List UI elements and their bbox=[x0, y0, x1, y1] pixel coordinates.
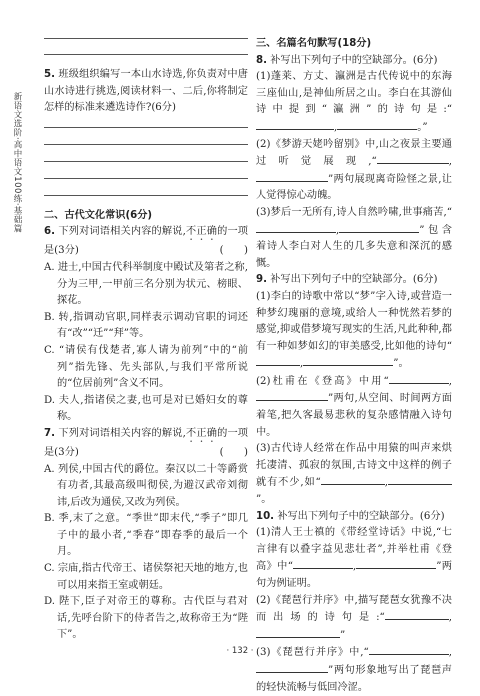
page-number: · 132 · bbox=[226, 646, 254, 656]
answer-line bbox=[44, 161, 248, 162]
sub-text: , bbox=[336, 224, 340, 236]
sub-text: , bbox=[448, 647, 452, 659]
sub-text: , bbox=[300, 358, 304, 370]
fill-blank[interactable] bbox=[337, 119, 417, 130]
sub-text: (3)梦后一无所有,诗人自然吟啸,世事痛苦,“ bbox=[256, 206, 452, 218]
question-text: 补写出下列句子中的空缺部分。(6分) bbox=[277, 510, 445, 522]
answer-line bbox=[44, 54, 248, 55]
question-number: 10. bbox=[256, 510, 275, 522]
fill-blank[interactable] bbox=[256, 662, 328, 673]
sub-text: ”两句,从空间、时间两方面着笔,把久客最易悲秋的复杂感情融入诗句中。 bbox=[256, 393, 452, 438]
fill-blank[interactable] bbox=[339, 222, 419, 233]
sub-text: , bbox=[334, 121, 338, 133]
sub-text: (2)《梦游天姥吟留别》中,山之夜景主要通过听觉展现,“ bbox=[256, 138, 452, 168]
fill-blank[interactable] bbox=[389, 373, 449, 384]
sub-text: (2)《琵琶行并序》中,描写琵琶女犹豫不决而出场的诗句是:“ bbox=[256, 594, 452, 624]
sub-question bbox=[256, 441, 452, 508]
question-number: 6. bbox=[44, 226, 55, 238]
sub-question bbox=[256, 373, 452, 441]
fill-blank[interactable] bbox=[256, 355, 300, 366]
right-column bbox=[256, 36, 452, 696]
sub-text: ”两句为例证明。 bbox=[256, 561, 452, 589]
question-5 bbox=[44, 67, 248, 117]
sub-text: ”。 bbox=[393, 358, 409, 370]
sub-question bbox=[256, 525, 452, 592]
sub-text: ” bbox=[340, 629, 346, 641]
sub-text: (1)蓬莱、方丈、瀛洲是古代传说中的东海三座仙山,是神仙所居之山。李白在其游仙诗中提到“瀛洲”的诗句是:“ bbox=[256, 71, 452, 116]
answer-bracket: ( ) bbox=[219, 245, 248, 257]
option: D. 夫人,指诸侯之妻,也可是对已婚妇女的尊称。 bbox=[44, 394, 248, 423]
question-text: 下列对词语相关内容的解说, bbox=[58, 427, 186, 439]
question-text: 补写出下列句子中的空缺部分。(6分) bbox=[270, 54, 438, 66]
sub-question bbox=[256, 205, 452, 272]
option: B. 转,指调动官职,同样表示调动官职的词还有“改”“迁”“拜”等。 bbox=[44, 311, 248, 340]
fill-blank[interactable] bbox=[385, 609, 449, 620]
sub-text: (1)清人王士禛的《带经堂诗话》中说,“七言律有以叠字益见悲壮者”,并举杜甫《登高》中“ bbox=[256, 527, 452, 573]
section-title: 三、名篇名句默写(18分) bbox=[256, 38, 372, 49]
option: C. “请侯有伐楚者,寡人请为前列”中的“前列”指先锋、先头部队,与我们平常所说的“位居前列”含义不同。 bbox=[44, 344, 248, 390]
sub-text: , bbox=[448, 375, 452, 387]
fill-blank[interactable] bbox=[256, 627, 340, 638]
answer-line bbox=[44, 144, 248, 145]
question-number: 8. bbox=[256, 54, 267, 66]
question-number: 5. bbox=[44, 69, 55, 80]
sidebar-series-label: 新语文选阶·高中语文100练·基础篇 bbox=[12, 92, 22, 234]
fill-blank[interactable] bbox=[303, 355, 393, 366]
section-title: 二、古代文化常识(6分) bbox=[44, 209, 153, 221]
sub-question bbox=[256, 289, 452, 373]
option: A. 进士,中国古代科举制度中殿试及第者之称,分为三甲,一甲前三名分别为状元、榜眼、探花。 bbox=[44, 261, 248, 307]
sub-text: ”。 bbox=[256, 494, 272, 506]
answer-lines-top bbox=[44, 38, 248, 55]
question-text: 的一项是(3分) bbox=[44, 226, 248, 257]
answer-line bbox=[44, 178, 248, 179]
sub-text: , bbox=[384, 477, 388, 489]
fill-blank[interactable] bbox=[256, 119, 334, 130]
question-8 bbox=[256, 53, 452, 70]
option: D. 陛下,臣子对帝王的尊称。古代臣与君对话,先呼台阶下的侍者告之,故称帝王为“陛下”。 bbox=[44, 596, 248, 641]
answer-lines-q5 bbox=[44, 127, 248, 196]
fill-blank[interactable] bbox=[356, 558, 436, 569]
question-number: 9. bbox=[256, 274, 267, 286]
sub-question bbox=[256, 593, 452, 645]
fill-blank[interactable] bbox=[256, 390, 328, 401]
left-column bbox=[44, 36, 248, 644]
sub-text: ”两句展现离奇险怪之景,让人觉得惊心动魄。 bbox=[256, 173, 452, 202]
sub-text: (2)杜甫在《登高》中用“ bbox=[256, 375, 389, 387]
fill-blank[interactable] bbox=[388, 474, 452, 485]
option: A. 列侯,中国古代的爵位。秦汉以二十等爵赏有功者,其最高级叫彻侯,为避汉武帝刘彻讳,后改为通侯,又改为列侯。 bbox=[44, 463, 248, 508]
answer-line bbox=[44, 38, 248, 39]
fill-blank[interactable] bbox=[293, 558, 353, 569]
question-7 bbox=[44, 426, 248, 462]
question-10 bbox=[256, 509, 452, 526]
sub-question bbox=[256, 137, 452, 205]
question-9 bbox=[256, 272, 452, 289]
question-number: 7. bbox=[44, 427, 55, 439]
fill-blank[interactable] bbox=[321, 474, 385, 485]
sub-text: ”两句形象地写出了琵琶声的轻快流畅与低回冷涩。 bbox=[256, 664, 452, 693]
sub-text: , bbox=[352, 561, 357, 573]
emphasis-text: 不正确 bbox=[185, 427, 218, 439]
fill-blank[interactable] bbox=[377, 153, 449, 164]
question-text: 补写出下列句子中的空缺部分。(6分) bbox=[270, 274, 438, 286]
question-text: 的一项是(3分) bbox=[44, 427, 248, 458]
answer-bracket: ( ) bbox=[219, 446, 248, 458]
sub-text: , bbox=[448, 156, 452, 168]
question-text: 下列对词语相关内容的解说, bbox=[58, 226, 186, 238]
question-text: 班级组织编写一本山水诗选,你负责对中唐山水诗进行挑选,阅读材料一、二后,你将制定怎样的标准来遴选诗作?(6分) bbox=[44, 69, 248, 114]
emphasis-text: 不正确 bbox=[185, 226, 218, 238]
sub-text: (3)古代诗人经常在作品中用猿的叫声来烘托凄清、孤寂的氛围,古诗文中这样的例子就有不少,如“ bbox=[256, 443, 452, 489]
answer-line bbox=[44, 195, 248, 196]
sub-text: (1)李白的诗歌中常以“梦”字入诗,或营造一种梦幻瑰丽的意境,或给人一种恍然若梦的感觉,抑或借梦境写现实的生活,凡此种种,都有一种如梦如幻的审美感受,比如他的诗句“ bbox=[256, 290, 452, 352]
sub-text: 。” bbox=[417, 121, 428, 133]
sub-text: ”包含着诗人李白对人生的几多失意和深沉的感慨。 bbox=[256, 224, 452, 269]
sub-text: , bbox=[448, 612, 452, 624]
question-6 bbox=[44, 224, 248, 260]
sub-question bbox=[256, 69, 452, 136]
sub-text: (3)《琵琶行并序》中,“ bbox=[256, 647, 369, 659]
fill-blank[interactable] bbox=[256, 222, 336, 233]
option: C. 宗庙,指古代帝王、诸侯祭祀天地的地方,也可以用来指王室或朝廷。 bbox=[44, 563, 248, 591]
answer-line bbox=[44, 127, 248, 128]
option: B. 季,末了之意。“季世”即末代,“季子”即几子中的最小者,“季春”即春季的最后一个月。 bbox=[44, 513, 248, 558]
fill-blank[interactable] bbox=[256, 171, 328, 182]
